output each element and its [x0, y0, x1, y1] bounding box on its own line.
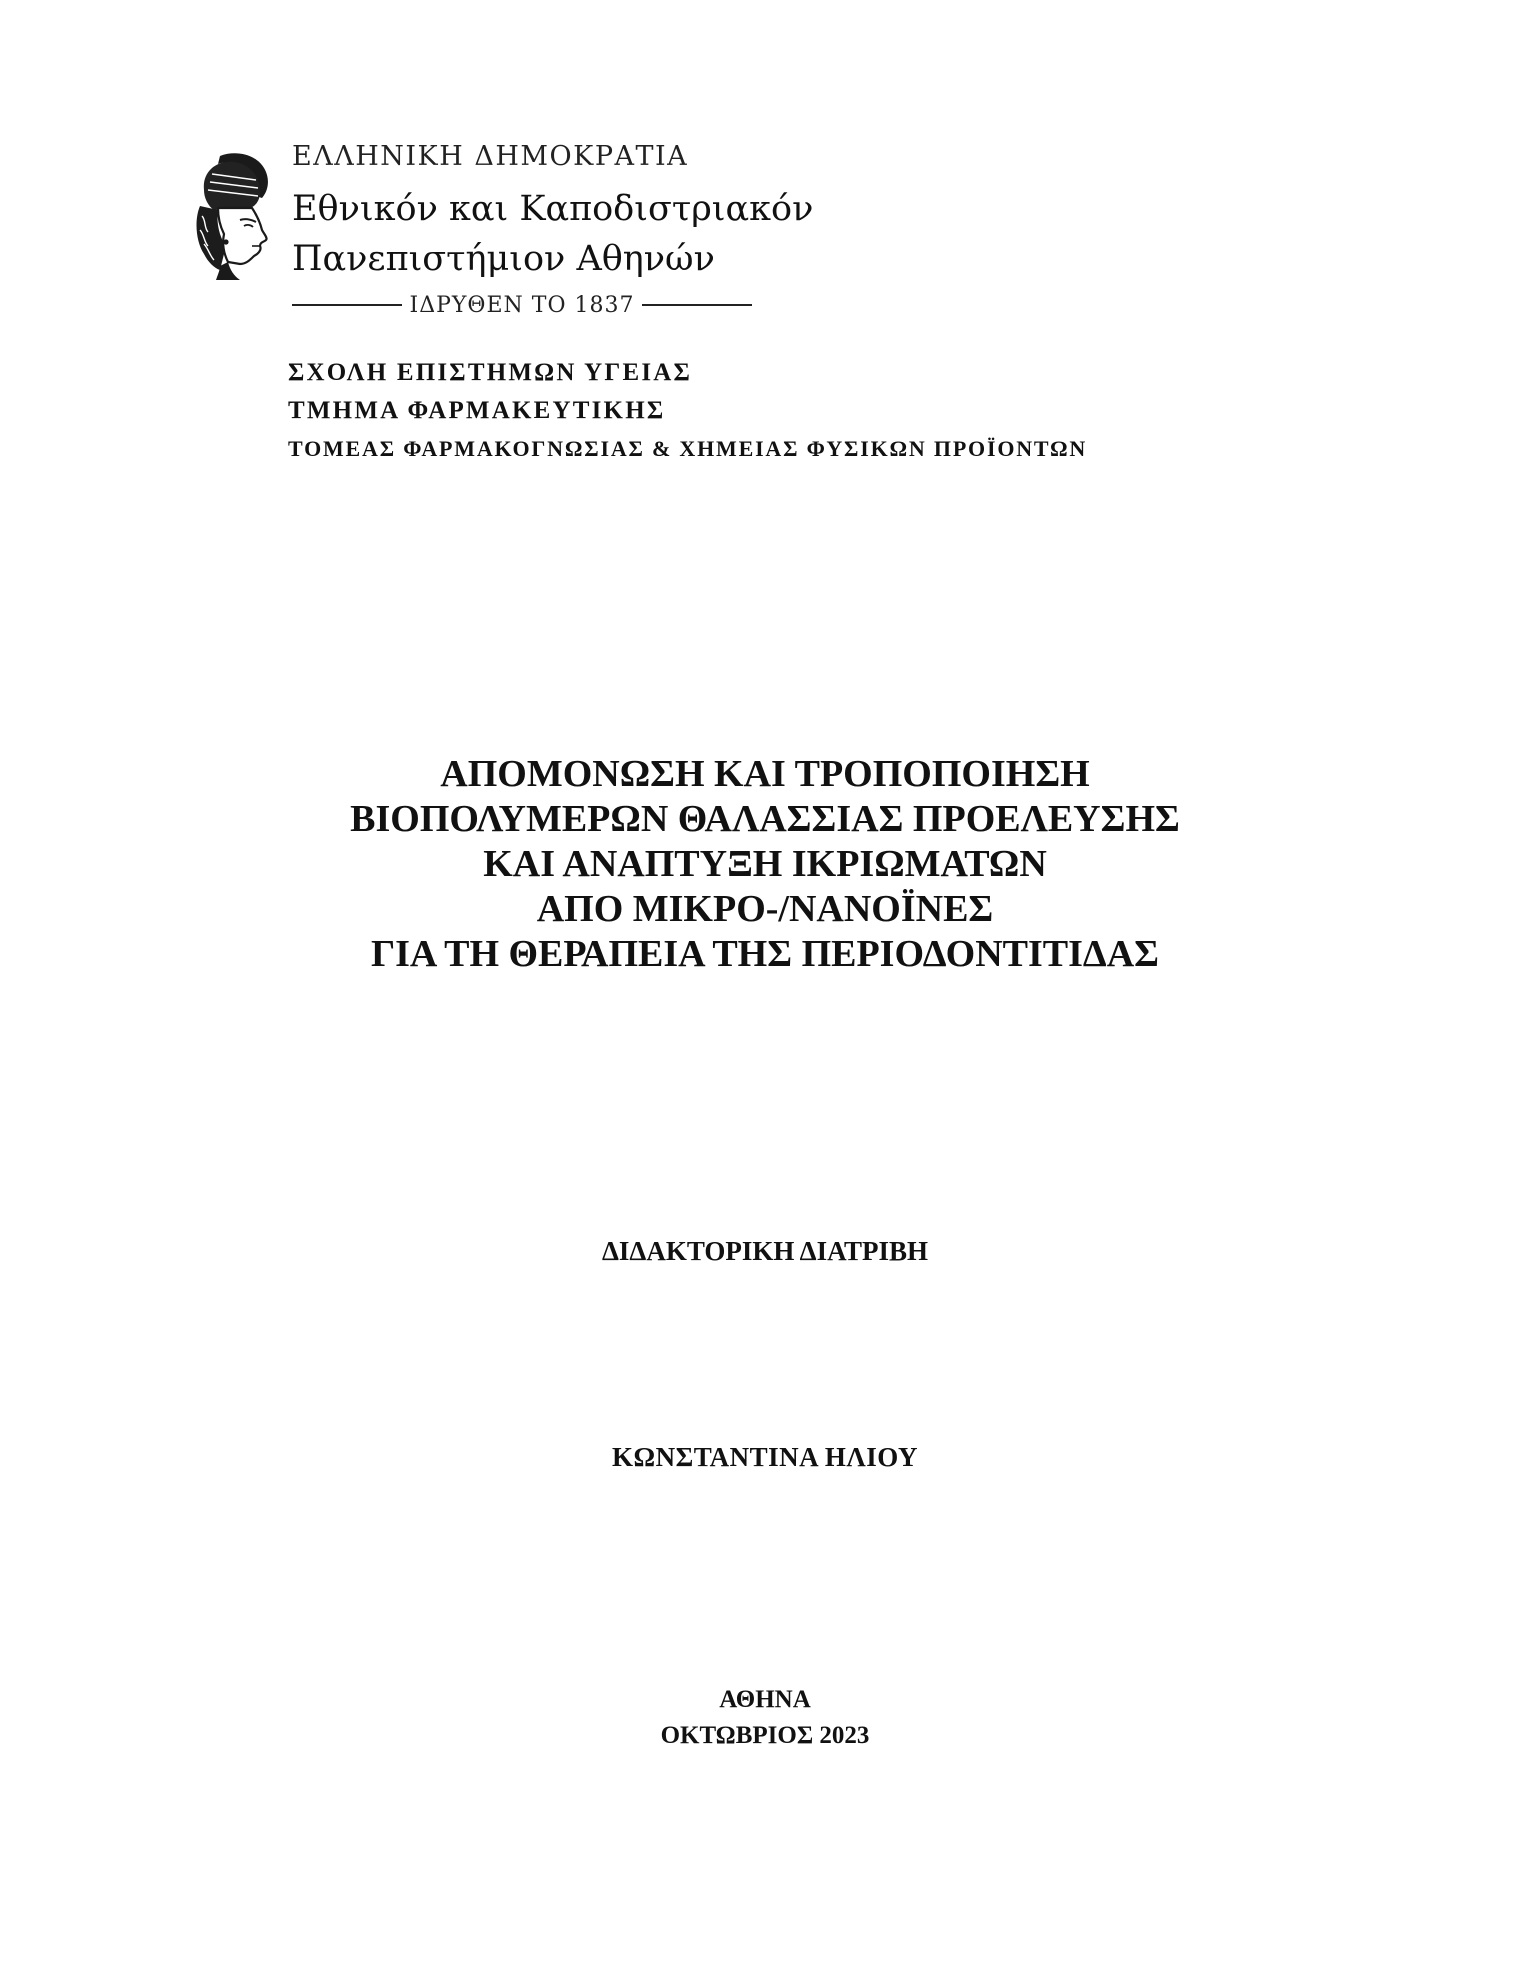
founded-label: ΙΔΡΥΘΕΝ ΤΟ 1837: [409, 292, 635, 318]
affiliation-block: [288, 354, 1288, 468]
title-line: ΒΙΟΠΟΛΥΜΕΡΩΝ ΘΑΛΑΣΣΙΑΣ ΠΡΟΕΛΕΥΣΗΣ: [350, 798, 1180, 840]
author-name: ΚΩΝΣΤΑΝΤΙΝΑ ΗΛΙΟΥ: [611, 1442, 919, 1472]
republic-label: ΕΛΛΗΝΙΚΗ ΔΗΜΟΚΡΑΤΙΑ: [292, 141, 689, 172]
department-name: ΤΜΗΜΑ ΦΑΡΜΑΚΕΥΤΙΚΗΣ: [288, 397, 666, 424]
thesis-title: [0, 752, 1530, 977]
place-label: ΑΘΗΝΑ: [719, 1686, 811, 1713]
title-line: ΑΠΟ ΜΙΚΡΟ-/ΝΑΝΟΪΝΕΣ: [536, 888, 994, 930]
document-type: ΔΙΔΑΚΤΟΡΙΚΗ ΔΙΑΤΡΙΒΗ: [602, 1236, 928, 1266]
sector-name: ΤΟΜΕΑΣ ΦΑΡΜΑΚΟΓΝΩΣΙΑΣ & ΧΗΜΕΙΑΣ ΦΥΣΙΚΩΝ ΠΡΟΪΟΝΤΩΝ: [288, 436, 1088, 461]
university-name-line-1: Εθνικόν και Καποδιστριακόν: [292, 189, 814, 229]
university-header: [292, 140, 892, 284]
athena-head-logo-icon: [190, 150, 278, 282]
title-line: ΓΙΑ ΤΗ ΘΕΡΑΠΕΙΑ ΤΗΣ ΠΕΡΙΟΔΟΝΤΙΤΙΔΑΣ: [370, 933, 1160, 975]
founded-rule-right: [642, 304, 752, 306]
founded-line: [292, 290, 752, 320]
school-name: ΣΧΟΛΗ ΕΠΙΣΤΗΜΩΝ ΥΓΕΙΑΣ: [288, 359, 693, 386]
date-label: ΟΚΤΩΒΡΙΟΣ 2023: [660, 1722, 870, 1749]
founded-rule-left: [292, 304, 402, 306]
title-line: ΚΑΙ ΑΝΑΠΤΥΞΗ ΙΚΡΙΩΜΑΤΩΝ: [483, 843, 1047, 885]
title-line: ΑΠΟΜΟΝΩΣΗ ΚΑΙ ΤΡΟΠΟΠΟΙΗΣΗ: [440, 753, 1090, 795]
university-name-line-2: Πανεπιστήμιον Αθηνών: [292, 239, 715, 279]
